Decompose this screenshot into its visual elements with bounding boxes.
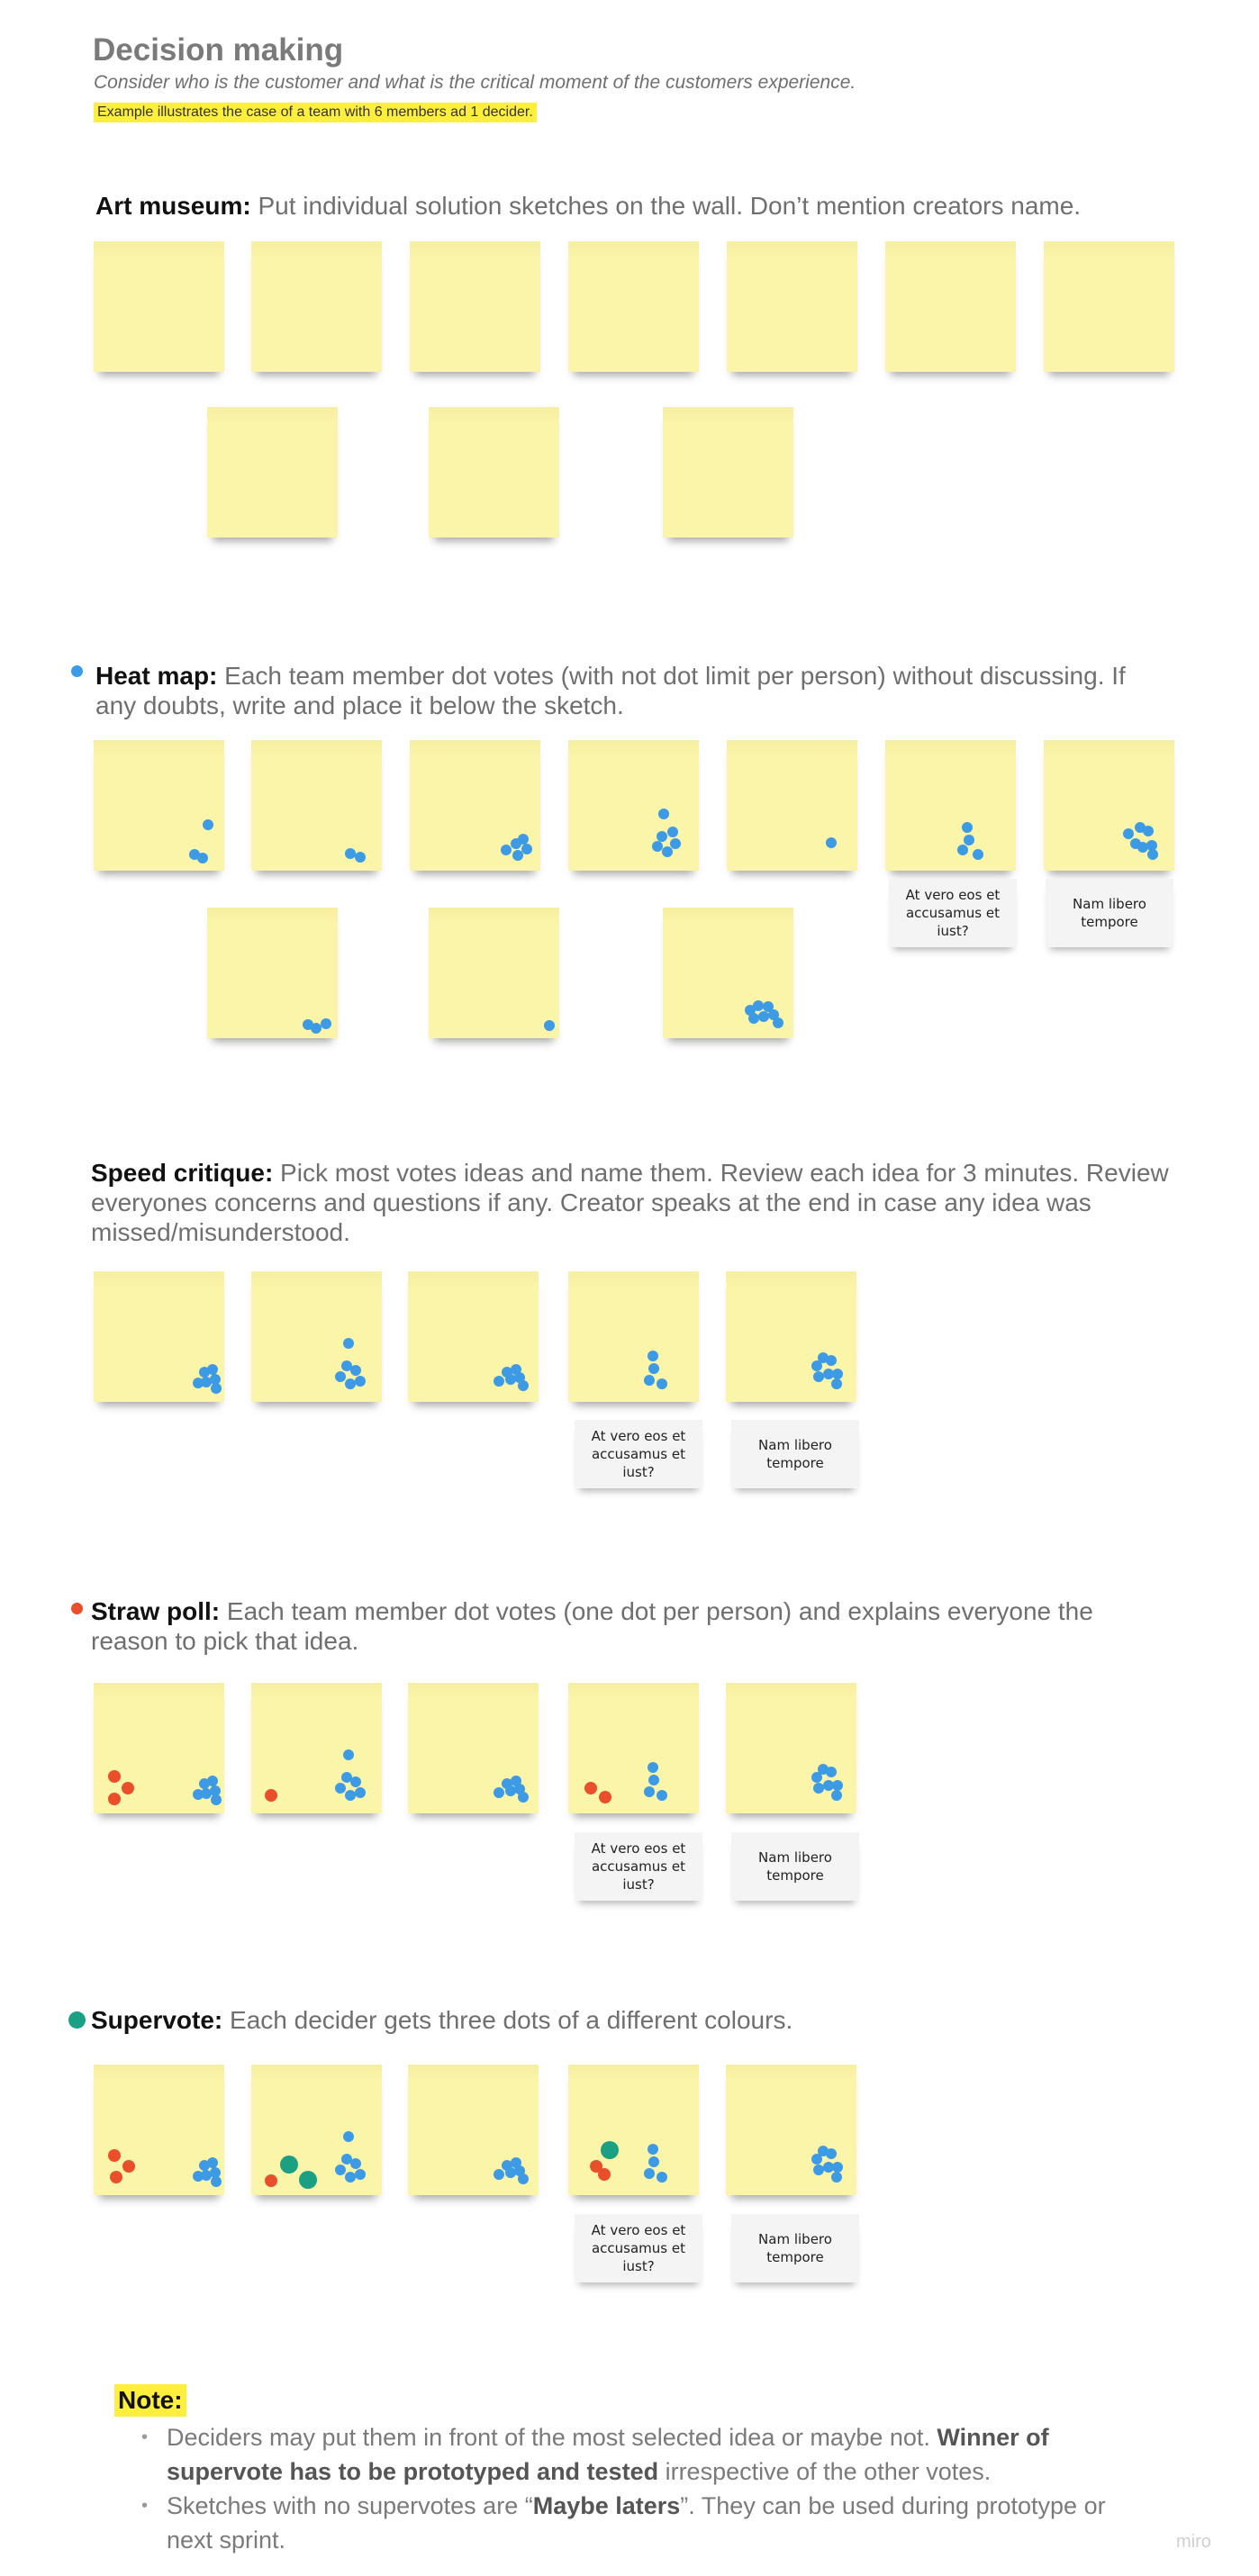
supervote-sketch-2[interactable] [251,2065,382,2195]
straw-sketch-1[interactable] [94,1683,224,1813]
blue-vote-dot[interactable] [355,2169,366,2180]
section-speed-critique-heading: Speed critique: Pick most votes ideas and name them. Review each idea for 3 minutes. Review everyones concerns and questions if any. Creator speaks at the end in case any idea was missed/misunderstood. [91,1159,1169,1246]
heatmap-sketch-7[interactable] [1044,740,1174,871]
art-sketch-7[interactable] [1044,241,1174,372]
blue-vote-dot[interactable] [657,2172,667,2183]
supervote-note-card[interactable]: Nam libero tempore [731,2214,859,2282]
speed-sketch-2[interactable] [251,1271,382,1402]
note-list [131,2420,1139,2557]
blue-vote-dot[interactable] [831,2172,842,2183]
blue-vote-dot[interactable] [648,1762,658,1773]
blue-vote-dot[interactable] [521,844,532,854]
blue-vote-dot[interactable] [343,2131,354,2142]
speed-sketch-1[interactable] [94,1271,224,1402]
speed-note-card[interactable]: Nam libero tempore [731,1420,859,1488]
straw-note-card[interactable]: Nam libero tempore [731,1832,859,1901]
art-sketch-5[interactable] [727,241,857,372]
speed-sketch-4[interactable] [568,1271,699,1402]
blue-vote-dot[interactable] [973,849,983,860]
blue-vote-dot[interactable] [343,1749,354,1760]
green-supervote-dot[interactable] [280,2156,298,2174]
heatmap-sketch-10[interactable] [663,908,793,1038]
blue-vote-dot[interactable] [211,2176,222,2187]
section-art-museum-heading: Art museum: Put individual solution sketches on the wall. Don’t mention creators name. [95,192,1082,220]
heatmap-sketch-9[interactable] [429,908,559,1038]
speed-sketch-5[interactable] [726,1271,856,1402]
blue-vote-dot[interactable] [826,1767,837,1777]
blue-vote-dot[interactable] [773,1017,783,1028]
blue-vote-dot[interactable] [1147,849,1158,860]
blue-vote-dot[interactable] [826,2148,837,2159]
red-vote-dot[interactable] [599,1791,611,1803]
blue-vote-dot[interactable] [321,1018,331,1029]
blue-vote-dot[interactable] [494,2169,504,2180]
miro-logo: miro [1176,2532,1211,2552]
blue-vote-dot[interactable] [657,1378,667,1389]
blue-vote-dot[interactable] [518,2174,529,2184]
blue-vote-dot[interactable] [494,1787,504,1798]
question-card[interactable]: At vero eos et accusamus et iust? [889,879,1017,947]
blue-vote-dot[interactable] [962,822,973,833]
straw-sketch-2[interactable] [251,1683,382,1813]
art-sketch-3[interactable] [410,241,540,372]
art-sketch-8[interactable] [207,407,338,538]
blue-vote-dot[interactable] [343,1338,354,1349]
heatmap-sketch-4[interactable] [568,740,699,871]
art-sketch-2[interactable] [251,241,382,372]
straw-question-card[interactable]: At vero eos et accusamus et iust? [575,1832,702,1901]
red-vote-dot[interactable] [598,2168,611,2181]
straw-sketch-4[interactable] [568,1683,699,1813]
blue-vote-dot[interactable] [831,1378,842,1389]
red-vote-dot[interactable] [108,1770,121,1783]
blue-vote-dot[interactable] [1143,826,1154,836]
blue-vote-dot[interactable] [648,1351,658,1361]
supervote-sketch-1[interactable] [94,2065,224,2195]
blue-vote-dot[interactable] [648,2156,659,2167]
blue-vote-dot[interactable] [662,846,673,857]
heatmap-sketch-5[interactable] [727,740,857,871]
green-supervote-dot[interactable] [299,2171,317,2189]
blue-vote-dot[interactable] [964,835,974,845]
speed-question-card[interactable]: At vero eos et accusamus et iust? [575,1420,702,1488]
blue-vote-dot[interactable] [648,1363,659,1374]
section-supervote-heading: Supervote: Each decider gets three dots of a different colours. [91,2006,793,2034]
heatmap-sketch-6[interactable] [885,740,1016,871]
blue-vote-dot[interactable] [211,1383,222,1394]
supervote-sketch-5[interactable] [726,2065,856,2195]
heatmap-sketch-2[interactable] [251,740,382,871]
red-vote-dot[interactable] [110,2171,122,2183]
note-label: Note: [114,2384,186,2417]
blue-vote-dot[interactable] [670,838,681,849]
speed-sketch-3[interactable] [408,1271,539,1402]
blue-vote-dot[interactable] [826,837,837,848]
art-sketch-4[interactable] [568,241,699,372]
page-subtitle: Consider who is the customer and what is the critical moment of the customers experience. [94,72,856,93]
blue-vote-dot[interactable] [957,845,968,855]
supervote-sketch-3[interactable] [408,2065,539,2195]
example-highlight: Example illustrates the case of a team with 6 members ad 1 decider. [94,103,537,122]
green-supervote-dot[interactable] [601,2141,619,2159]
supervote-sketch-4[interactable] [568,2065,699,2195]
art-sketch-6[interactable] [885,241,1016,372]
blue-vote-dot[interactable] [501,845,512,855]
blue-vote-dot[interactable] [657,1790,667,1801]
red-vote-dot[interactable] [122,1782,134,1794]
blue-vote-dot[interactable] [644,1786,655,1797]
red-vote-dot[interactable] [122,2160,135,2173]
supervote-question-card[interactable]: At vero eos et accusamus et iust? [575,2214,702,2282]
section-heat-map-heading: Heat map: Each team member dot votes (with not dot limit per person) without discussing. If any doubts, write and place it below the sketch. [95,662,1126,719]
art-sketch-9[interactable] [429,407,559,538]
blue-vote-dot[interactable] [350,1365,361,1376]
note-item-1: • Deciders may put them in front of the most selected idea or maybe not. Winner of supervote has to be prototyped and tested irrespective of the other votes. [131,2420,1139,2489]
heatmap-sketch-8[interactable] [207,908,338,1038]
blue-vote-dot[interactable] [518,1792,529,1803]
heatmap-sketch-1[interactable] [94,740,224,871]
blue-vote-dot[interactable] [350,2158,361,2169]
red-vote-dot[interactable] [108,1793,121,1805]
blue-vote-dot[interactable] [648,1775,659,1785]
blue-vote-dot[interactable] [211,1794,222,1805]
art-sketch-1[interactable] [94,241,224,372]
blue-vote-dot[interactable] [335,1783,346,1794]
blue-vote-dot[interactable] [203,819,213,830]
blue-vote-dot[interactable] [355,1376,366,1387]
blue-vote-dot[interactable] [518,1380,529,1391]
heatmap-sketch-3[interactable] [410,740,540,871]
note-item-2: • Sketches with no supervotes are “Maybe laters”. They can be used during prototype or next sprint. [131,2489,1139,2557]
blue-vote-dot[interactable] [644,2168,655,2179]
blue-vote-dot[interactable] [1123,828,1134,839]
blue-vote-dot[interactable] [197,853,208,863]
blue-vote-dot[interactable] [335,1371,346,1382]
blue-vote-dot[interactable] [544,1020,555,1031]
straw-sketch-5[interactable] [726,1683,856,1813]
blue-vote-dot[interactable] [644,1375,655,1386]
red-vote-dot[interactable] [265,1789,277,1802]
art-sketch-10[interactable] [663,407,793,538]
straw-sketch-3[interactable] [408,1683,539,1813]
page-title: Decision making [93,32,344,68]
blue-vote-dot[interactable] [831,1790,842,1801]
blue-vote-dot[interactable] [355,852,366,863]
red-vote-dot[interactable] [584,1782,597,1794]
blue-vote-dot[interactable] [494,1376,504,1387]
note-card[interactable]: Nam libero tempore [1046,879,1173,947]
blue-vote-dot[interactable] [350,1776,361,1787]
blue-vote-dot[interactable] [335,2165,346,2175]
blue-vote-dot[interactable] [355,1787,366,1798]
blue-vote-dot[interactable] [512,850,523,861]
red-vote-dot[interactable] [265,2174,277,2187]
red-vote-dot[interactable] [108,2149,121,2162]
section-straw-poll-heading: Straw poll: Each team member dot votes (one dot per person) and explains everyone the reason to pick that idea. [91,1597,1093,1655]
blue-vote-dot[interactable] [648,2144,658,2155]
blue-vote-dot[interactable] [667,827,678,837]
blue-vote-dot[interactable] [658,809,669,819]
blue-vote-dot[interactable] [826,1355,837,1366]
